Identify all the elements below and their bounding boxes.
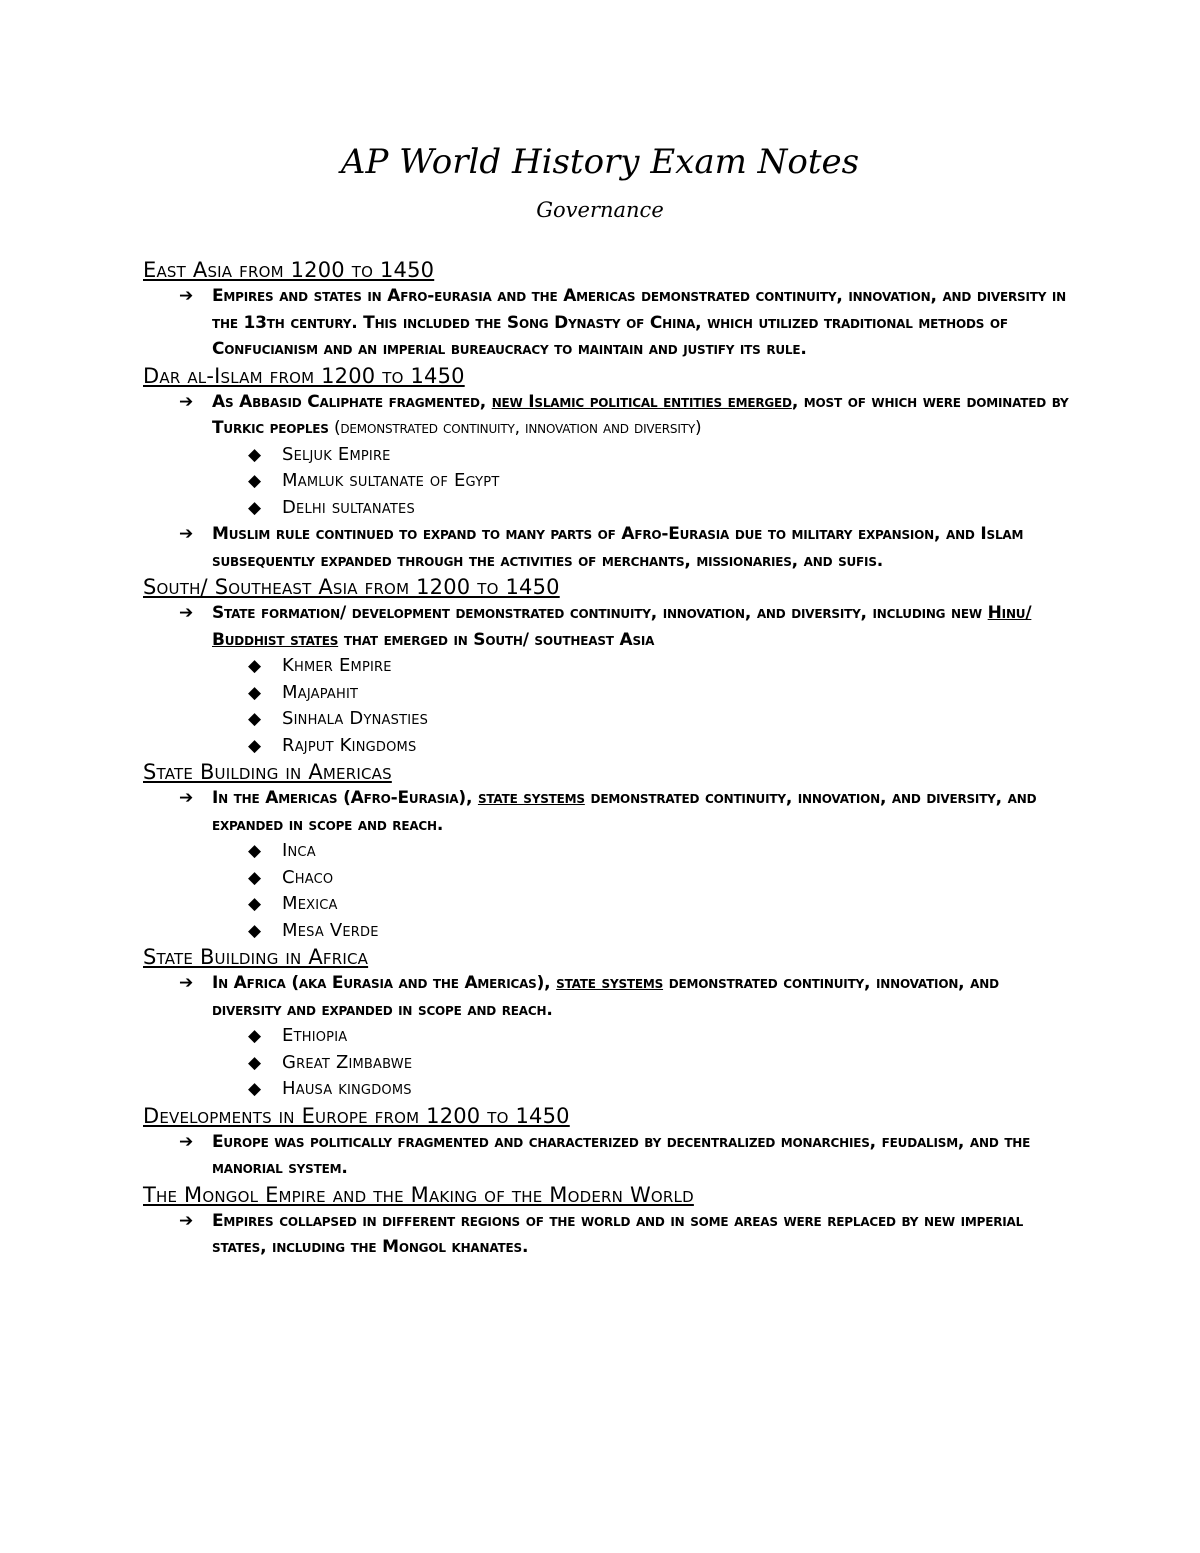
sub-item-label: Khmer Empire — [282, 655, 392, 676]
bullet-text: Europe was politically fragmented and characterized by decentralized monarchies, feudalism, and the manorial system. — [212, 1131, 1031, 1178]
sub-list-item — [143, 468, 1073, 495]
bullet-text: demonstrated continuity, innovation, and diversity, and expanded in scope and reach. — [212, 788, 1037, 835]
diamond-bullet-icon: ◆ — [248, 1026, 262, 1046]
diamond-bullet-icon: ◆ — [248, 682, 262, 703]
bullet-item — [143, 600, 1073, 653]
sub-list-item — [143, 1023, 1073, 1050]
sub-item-label: Majapahit — [282, 681, 359, 703]
diamond-bullet-icon: ◆ — [248, 735, 262, 756]
section-heading-east-asia: East Asia from 1200 to 1450 — [143, 258, 435, 282]
sub-list-item — [143, 495, 1073, 522]
sub-item-label: Mamluk sultanate of Egypt — [282, 470, 500, 491]
underlined-phrase: state systems — [556, 973, 664, 993]
bullet-item — [143, 283, 1073, 363]
sub-list-item — [143, 706, 1073, 733]
bullet-item — [143, 389, 1073, 442]
section-heading-mongol-empire: The Mongol Empire and the Making of the Modern World — [143, 1182, 694, 1207]
bullet-text: Empires collapsed in different regions of the world and in some areas were replaced by new imperial states, including the Mongol khanates. — [212, 1210, 1024, 1257]
sub-list-item — [143, 653, 1073, 680]
underlined-phrase: Hinu/ Buddhist states — [212, 603, 1032, 650]
diamond-bullet-icon: ◆ — [248, 1052, 262, 1073]
notes-body — [143, 257, 1073, 1261]
bullet-note: (demonstrated continuity, innovation and diversity) — [328, 418, 702, 438]
sub-item-label: Delhi sultanates — [282, 496, 415, 518]
sub-list-item — [143, 918, 1073, 945]
sub-list-item — [143, 442, 1073, 469]
section-heading-europe: Developments in Europe from 1200 to 1450 — [143, 1103, 570, 1128]
arrow-bullet-icon: ➔ — [179, 788, 194, 808]
diamond-bullet-icon: ◆ — [248, 867, 262, 888]
sub-item-label: Inca — [282, 840, 316, 861]
arrow-bullet-icon: ➔ — [179, 973, 194, 993]
sub-item-label: Rajput Kingdoms — [282, 734, 417, 756]
sub-item-label: Chaco — [282, 866, 334, 888]
arrow-bullet-icon: ➔ — [179, 603, 194, 623]
diamond-bullet-icon: ◆ — [248, 1079, 262, 1099]
bullet-text: As Abbasid Caliphate fragmented, — [212, 391, 492, 412]
arrow-bullet-icon: ➔ — [179, 286, 194, 306]
bullet-item — [143, 970, 1073, 1023]
sub-list-item — [143, 865, 1073, 892]
sub-item-label: Great Zimbabwe — [282, 1051, 413, 1073]
underlined-phrase: state systems — [477, 788, 585, 808]
sub-list-item — [143, 680, 1073, 707]
bullet-text: that emerged in South/ southeast Asia — [338, 629, 655, 650]
sub-item-label: Ethiopia — [282, 1025, 348, 1046]
diamond-bullet-icon: ◆ — [248, 444, 262, 465]
underlined-phrase: new Islamic political entities emerged — [491, 391, 792, 412]
bullet-text: State formation/ development demonstrated continuity, innovation, and diversity, including new — [212, 603, 988, 623]
arrow-bullet-icon: ➔ — [179, 1210, 194, 1231]
section-heading-state-building-americas: State Building in Americas — [143, 760, 392, 784]
bullet-text: demonstrated continuity, innovation, and diversity and expanded in scope and reach. — [212, 973, 999, 1020]
bullet-text: , most of which were dominated by Turkic peoples — [212, 391, 1069, 438]
sub-item-label: Mexica — [282, 893, 338, 914]
bullet-text: In Africa (aka Eurasia and the Americas), — [212, 973, 557, 993]
document-subtitle: Governance — [536, 198, 664, 222]
sub-list-item — [143, 1050, 1073, 1077]
sub-list-item — [143, 733, 1073, 760]
sub-item-label: Seljuk Empire — [282, 443, 391, 465]
arrow-bullet-icon: ➔ — [179, 1131, 194, 1152]
bullet-text: Empires and states in Afro-eurasia and the Americas demonstrated continuity, innovation, and diversity in the 13th century. This included the Song Dynasty of China, which utilized traditional methods of Confucianism and an imperial bureaucracy to maintain and justify its rule. — [212, 286, 1067, 359]
bullet-text: Muslim rule continued to expand to many parts of Afro-Eurasia due to military expansion, and Islam subsequently expanded through the activities of merchants, missionaries, and sufis. — [212, 524, 1024, 571]
bullet-text: In the Americas (Afro-Eurasia), — [212, 788, 478, 808]
diamond-bullet-icon: ◆ — [248, 471, 262, 491]
sub-list-item — [143, 891, 1073, 918]
diamond-bullet-icon: ◆ — [248, 497, 262, 518]
bullet-item — [143, 1208, 1073, 1261]
diamond-bullet-icon: ◆ — [248, 656, 262, 676]
document-title: AP World History Exam Notes — [340, 142, 860, 182]
sub-item-label: Hausa kingdoms — [282, 1078, 412, 1099]
section-heading-state-building-africa: State Building in Africa — [143, 945, 369, 969]
diamond-bullet-icon: ◆ — [248, 709, 262, 729]
sub-item-label: Sinhala Dynasties — [282, 708, 429, 729]
bullet-item — [143, 785, 1073, 838]
bullet-item — [143, 1129, 1073, 1182]
sub-list-item — [143, 1076, 1073, 1103]
diamond-bullet-icon: ◆ — [248, 894, 262, 914]
section-heading-dar-al-islam: Dar al-Islam from 1200 to 1450 — [143, 363, 465, 388]
arrow-bullet-icon: ➔ — [179, 391, 194, 412]
sub-item-label: Mesa Verde — [282, 919, 379, 941]
sub-list-item — [143, 838, 1073, 865]
section-heading-south-southeast-asia: South/ Southeast Asia from 1200 to 1450 — [143, 575, 560, 599]
diamond-bullet-icon: ◆ — [248, 841, 262, 861]
bullet-item — [143, 521, 1073, 574]
diamond-bullet-icon: ◆ — [248, 920, 262, 941]
arrow-bullet-icon: ➔ — [179, 524, 194, 544]
